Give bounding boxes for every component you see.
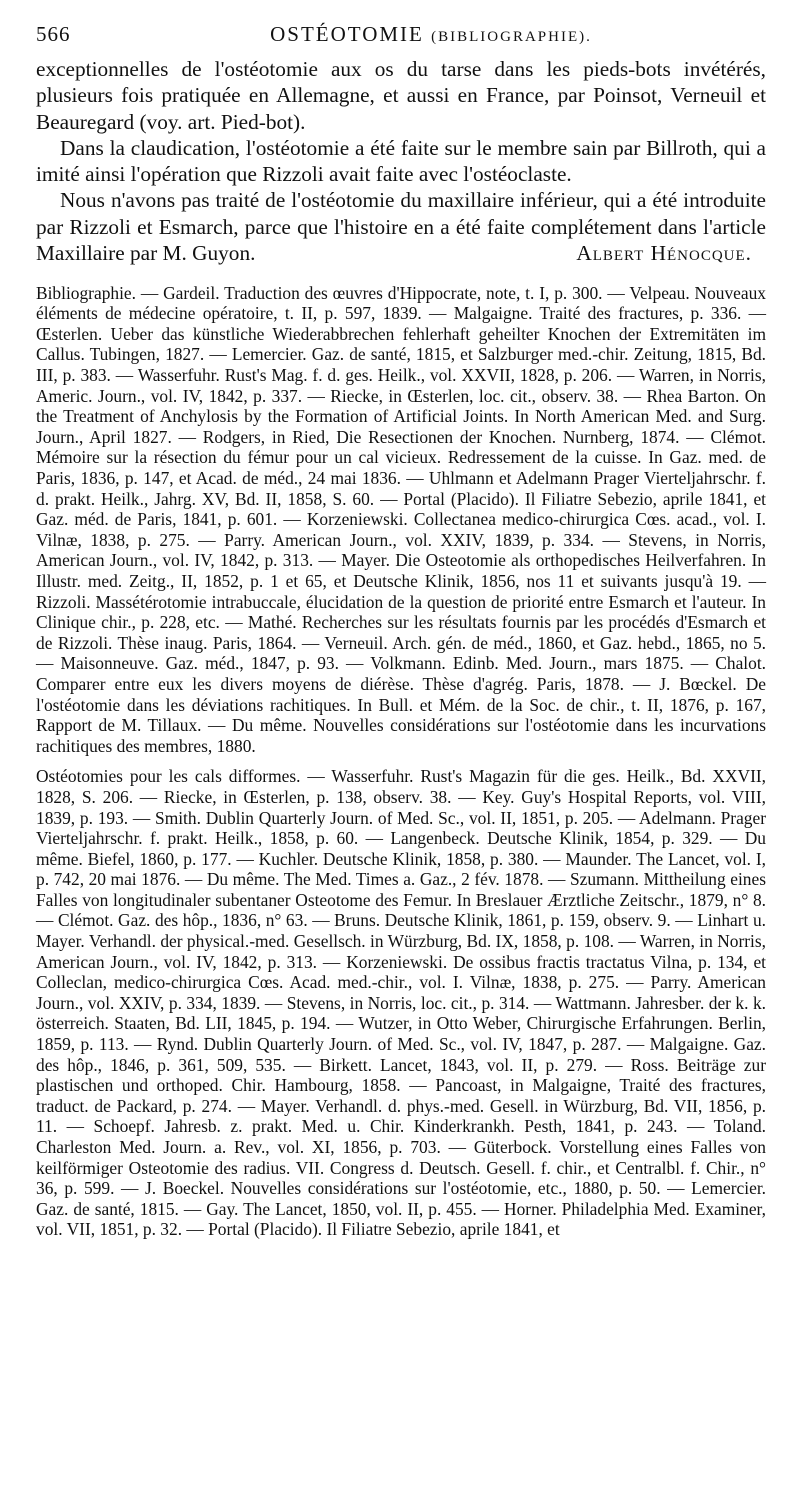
page-number: 566 xyxy=(36,22,71,46)
paragraph-continued: exceptionnelles de l'ostéotomie aux os du tarse dans les pieds-bots invétérés, plusieurs fois pratiquée en Allemagne, et aussi en France, par Poinsot, Verneuil et Beauregard (voy. art. Pied-bot). xyxy=(36,57,766,134)
running-header xyxy=(36,22,766,56)
document-page xyxy=(36,22,766,1240)
bibliography xyxy=(36,283,766,1240)
author-signature: Albert Hénocque. xyxy=(576,241,752,266)
header-title xyxy=(96,22,766,47)
header-title-main: OSTÉOTOMIE xyxy=(270,22,424,46)
article-text xyxy=(36,56,766,267)
bibliography-paragraph-general: Bibliographie. — Gardeil. Traduction des œuvres d'Hippocrate, note, t. I, p. 300. — Velpeau. Nouveaux éléments de médecine opératoire, t. II, p. 597, 1839. — Malgaigne. Traité des fractures, p. 336. — Œsterlen. Ueber das künstliche Wiederabbrechen fehlerhaft geheilter Knochen der Extremitäten im Callus. Tubingen, 1827. — Lemercier. Gaz. de santé, 1815, et Salzburger med.-chir. Zeitung, 1815, Bd. III, p. 383. — Wasserfuhr. Rust's Mag. f. d. ges. Heilk., vol. XXVII, 1828, p. 206. — Warren, in Norris, Americ. Journ., vol. IV, 1842, p. 337. — Riecke, in Œsterlen, loc. cit., observ. 38. — Rhea Barton. On the Treatment of Anchylosis by the Formation of Artificial Joints. In North American Med. and Surg. Journ., April 1827. — Rodgers, in Ried, Die Resectionen der Knochen. Nurnberg, 1874. — Clémot. Mémoire sur la résection du fémur pour un cal vicieux. Redressement de la cuisse. In Gaz. med. de Paris, 1836, p. 147, et Acad. de méd., 24 mai 1836. — Uhlmann et Adelmann Prager Vierteljahrschr. f. d. prakt. Heilk., Jahrg. XV, Bd. II, 1858, S. 60. — Portal (Placido). Il Filiatre Sebezio, aprile 1841, et Gaz. méd. de Paris, 1841, p. 601. — Korzeniewski. Collectanea medico-chirurgica Cœs. acad., vol. I. Vilnæ, 1838, p. 275. — Parry. American Journ., vol. XXIV, 1839, p. 334. — Stevens, in Norris, American Journ., vol. IV, 1842, p. 313. — Mayer. Die Osteotomie als orthopedisches Heilverfahren. In Illustr. med. Zeitg., II, 1852, p. 1 et 65, et Deutsche Klinik, 1856, nos 11 et suivants jusqu'à 19. — Rizzoli. Massétérotomie intrabuccale, élucidation de la question de priorité entre Esmarch et l'auteur. In Clinique chir., p. 228, etc. — Mathé. Recherches sur les résultats fournis par les procédés d'Esmarch et de Rizzoli. Thèse inaug. Paris, 1864. — Verneuil. Arch. gén. de méd., 1860, et Gaz. hebd., 1865, no 5. — Maisonneuve. Gaz. méd., 1847, p. 93. — Volkmann. Edinb. Med. Journ., mars 1875. — Chalot. Comparer entre eux les divers moyens de diérèse. Thèse d'agrég. Paris, 1878. — J. Bœckel. De l'ostéotomie dans les déviations rachitiques. In Bull. et Mém. de la Soc. de chir., t. II, 1876, p. 167, Rapport de M. Tillaux. — Du même. Nouvelles considérations sur l'ostéotomie dans les incurvations rachitiques des membres, 1880. xyxy=(36,282,766,756)
paragraph-claudication: Dans la claudication, l'ostéotomie a été faite sur le membre sain par Billroth, qui a imité ainsi l'opération que Rizzoli avait faite avec l'ostéoclaste. xyxy=(36,135,766,187)
bibliography-paragraph-cals: Ostéotomies pour les cals difformes. — Wasserfuhr. Rust's Magazin für die ges. Heilk., Bd. XXVII, 1828, S. 206. — Riecke, in Œsterlen, p. 138, observ. 38. — Key. Guy's Hospital Reports, vol. VIII, 1839, p. 193. — Smith. Dublin Quarterly Journ. of Med. Sc., vol. II, 1851, p. 205. — Adelmann. Prager Vierteljahrschr. f. prakt. Heilk., 1858, p. 60. — Langenbeck. Deutsche Klinik, 1854, p. 329. — Du même. Biefel, 1860, p. 177. — Kuchler. Deutsche Klinik, 1858, p. 380. — Maunder. The Lancet, vol. I, p. 742, 20 mai 1876. — Du même. The Med. Times a. Gaz., 2 fév. 1878. — Szumann. Mittheilung eines Falles von longitudinaler subentaner Osteotome des Femur. In Breslauer Ærztliche Zeitschr., 1879, n° 8. — Clémot. Gaz. des hôp., 1836, n° 63. — Bruns. Deutsche Klinik, 1861, p. 159, observ. 9. — Linhart u. Mayer. Verhandl. der physical.-med. Gesellsch. in Würzburg, Bd. IX, 1858, p. 108. — Warren, in Norris, American Journ., vol. IV, 1842, p. 313. — Korzeniewski. De ossibus fractis tractatus Vilna, p. 134, et Colleclan, medico-chirurgica Cœs. Acad. med.-chir., vol. I. Vilnæ, 1838, p. 275. — Parry. American Journ., vol. XXIV, p. 334, 1839. — Stevens, in Norris, loc. cit., p. 314. — Wattmann. Jahresber. der k. k. österreich. Staaten, Bd. LII, 1845, p. 194. — Wutzer, in Otto Weber, Chirurgische Erfahrungen. Berlin, 1859, p. 113. — Rynd. Dublin Quarterly Journ. of Med. Sc., vol. IV, 1847, p. 287. — Malgaigne. Gaz. des hôp., 1846, p. 361, 509, 535. — Birkett. Lancet, 1843, vol. II, p. 279. — Ross. Beiträge zur plastischen und orthoped. Chir. Hambourg, 1858. — Pancoast, in Malgaigne, Traité des fractures, traduct. de Packard, p. 274. — Mayer. Verhandl. d. phys.-med. Gesell. in Würzburg, Bd. VII, 1856, p. 11. — Schoepf. Jahresb. z. prakt. Med. u. Chir. Kinderkrankh. Pesth, 1841, p. 243. — Toland. Charleston Med. Journ. a. Rev., vol. XI, 1856, p. 703. — Güterbock. Vorstellung eines Falles von keilförmiger Osteotomie des radius. VII. Congress d. Deutsch. Gesell. f. chir., et Centralbl. f. Chir., n° 36, p. 599. — J. Boeckel. Nouvelles considérations sur l'ostéotomie, etc., 1880, p. 50. — Lemercier. Gaz. de santé, 1815. — Gay. The Lancet, 1850, vol. II, p. 455. — Horner. Philadelphia Med. Examiner, vol. VII, 1851, p. 32. — Portal (Placido). Il Filiatre Sebezio, aprile 1841, et xyxy=(36,766,766,1240)
header-subtitle: (BIBLIOGRAPHIE). xyxy=(431,29,592,45)
paragraph-maxillaire: Nous n'avons pas traité de l'ostéotomie du maxillaire inférieur, qui a été introduite par Rizzoli et Esmarch, parce que l'histoire en a été faite complétement dans l'article Maxillaire par M. Guyon. xyxy=(36,188,766,266)
